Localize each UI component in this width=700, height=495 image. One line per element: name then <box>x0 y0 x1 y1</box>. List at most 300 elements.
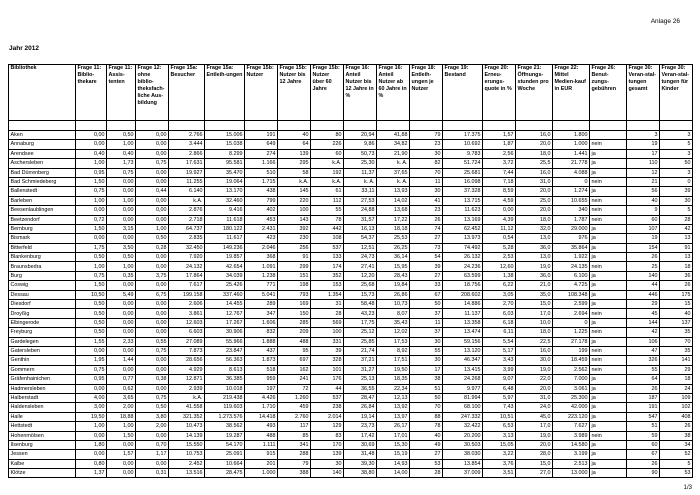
table-cell: 198 <box>278 281 311 290</box>
table-cell: 54 <box>410 253 443 262</box>
table-cell: 4.088 <box>553 168 590 177</box>
table-cell: 17.267 <box>205 318 245 327</box>
table-cell: 140 <box>627 271 660 280</box>
table-cell: 197 <box>245 384 278 393</box>
empty-cell <box>443 121 483 131</box>
table-cell: 15,0 <box>516 459 553 468</box>
table-cell: 53 <box>660 469 693 478</box>
table-cell: 438 <box>245 187 278 196</box>
table-cell: 19,14 <box>344 412 377 421</box>
table-cell: 27 <box>410 450 443 459</box>
table-cell: k.A. <box>311 159 344 168</box>
table-cell: 30 <box>410 187 443 196</box>
table-cell: 23,73 <box>344 422 377 431</box>
table-cell: 2.452 <box>169 459 205 468</box>
table-cell: 13.516 <box>169 469 205 478</box>
table-cell: 4,59 <box>483 196 516 205</box>
table-cell: 56 <box>627 187 660 196</box>
table-cell: 25.681 <box>443 168 483 177</box>
table-row <box>9 168 693 177</box>
table-cell: 40 <box>278 131 311 140</box>
table-cell: nein <box>590 356 627 365</box>
table-cell: 26 <box>660 422 693 431</box>
table-cell: 14,00 <box>377 469 410 478</box>
table-cell: 20,0 <box>516 140 553 149</box>
table-cell: 12,20 <box>344 271 377 280</box>
table-cell: 106 <box>627 337 660 346</box>
table-cell: 2.835 <box>169 234 205 243</box>
table-cell: 1.715 <box>245 177 278 186</box>
table-row <box>9 365 693 374</box>
table-cell: ja <box>590 459 627 468</box>
table-cell: 2.431 <box>245 224 278 233</box>
library-name-cell: Bernburg <box>9 224 76 233</box>
table-cell: 0,00 <box>76 431 107 440</box>
table-cell: 20,0 <box>516 206 553 215</box>
table-cell: 0 <box>553 177 590 186</box>
table-cell: 51.724 <box>443 159 483 168</box>
table-cell: 223.120 <box>553 412 590 421</box>
table-cell: 17,01 <box>377 431 410 440</box>
table-cell: nein <box>590 177 627 186</box>
table-cell: 174 <box>311 262 344 271</box>
table-cell: 20,0 <box>516 384 553 393</box>
table-cell: 16,0 <box>516 168 553 177</box>
table-cell: 145 <box>278 187 311 196</box>
column-header: Frage 18: Entleih-ungen je Nutzer <box>410 65 443 121</box>
table-row <box>9 206 693 215</box>
table-cell: 30 <box>660 196 693 205</box>
table-cell: 28,0 <box>516 450 553 459</box>
table-cell: 31,57 <box>344 215 377 224</box>
table-cell: 26 <box>627 253 660 262</box>
library-name-cell: Halberstadt <box>9 393 76 402</box>
table-cell: 0,75 <box>76 187 107 196</box>
table-cell: 0,95 <box>76 375 107 384</box>
table-cell: 13,97 <box>377 412 410 421</box>
table-cell: 2.694 <box>553 309 590 318</box>
table-cell: 3 <box>627 131 660 140</box>
table-cell: 6,53 <box>483 422 516 431</box>
table-cell: 28.475 <box>205 469 245 478</box>
library-name-cell: Halle <box>9 412 76 421</box>
table-cell: 402 <box>245 206 278 215</box>
table-cell: 54.170 <box>205 440 245 449</box>
table-cell: nein <box>590 431 627 440</box>
table-cell: 3,22 <box>483 450 516 459</box>
table-cell: 40 <box>627 196 660 205</box>
table-cell: 38 <box>410 375 443 384</box>
table-cell: k. A. <box>344 177 377 186</box>
table-cell: 2.939 <box>169 384 205 393</box>
table-cell: 0,75 <box>76 365 107 374</box>
table-cell: 64.737 <box>169 224 205 233</box>
table-cell: 25,0 <box>516 196 553 205</box>
table-cell: 37 <box>410 309 443 318</box>
table-cell: 137 <box>660 318 693 327</box>
table-row <box>9 131 693 140</box>
table-cell: 12,60 <box>483 262 516 271</box>
table-cell: 27,0 <box>516 469 553 478</box>
table-cell: ja <box>590 450 627 459</box>
library-name-cell: Diesdorf <box>9 300 76 309</box>
table-cell: 82 <box>410 159 443 168</box>
table-cell: 117 <box>278 422 311 431</box>
table-cell: 91 <box>278 253 311 262</box>
table-cell: 21,90 <box>377 149 410 158</box>
table-cell: 19.287 <box>205 431 245 440</box>
table-cell: 4,00 <box>76 393 107 402</box>
table-cell: 1,00 <box>76 422 107 431</box>
table-cell: 3,00 <box>76 403 107 412</box>
table-cell: 10.473 <box>169 422 205 431</box>
table-cell: 27,41 <box>344 262 377 271</box>
table-cell: 63.599 <box>443 271 483 280</box>
table-cell: ja <box>590 243 627 252</box>
table-cell: 28 <box>311 309 344 318</box>
table-cell: ja <box>590 412 627 421</box>
table-cell: 26.132 <box>443 253 483 262</box>
table-cell: 169 <box>278 300 311 309</box>
table-cell: 11.623 <box>443 206 483 215</box>
table-cell: 133 <box>311 253 344 262</box>
table-cell: 74.492 <box>443 243 483 252</box>
empty-cell <box>205 121 245 131</box>
table-cell: 29 <box>660 365 693 374</box>
table-cell: 79 <box>278 459 311 468</box>
library-name-cell: Bitterfeld <box>9 243 76 252</box>
table-cell: 49 <box>410 440 443 449</box>
table-cell: 23 <box>410 140 443 149</box>
table-cell: 0,75 <box>76 271 107 280</box>
table-cell: 19 <box>627 234 660 243</box>
table-cell: 7.000 <box>553 375 590 384</box>
table-cell: 39 <box>410 262 443 271</box>
table-cell: 1.225 <box>553 328 590 337</box>
table-cell: 10.664 <box>205 459 245 468</box>
table-cell: 30 <box>410 149 443 158</box>
table-cell: 18,18 <box>377 224 410 233</box>
table-cell: 0,77 <box>107 375 136 384</box>
table-cell: 0,00 <box>107 177 136 186</box>
table-cell: 3.444 <box>169 140 205 149</box>
table-cell: ja <box>590 290 627 299</box>
table-cell: 17 <box>627 149 660 158</box>
table-cell: 22,34 <box>377 384 410 393</box>
table-cell: 30 <box>410 337 443 346</box>
table-cell: 27,53 <box>344 196 377 205</box>
table-cell: 30.906 <box>205 328 245 337</box>
table-cell: 0,31 <box>136 469 169 478</box>
table-cell: 3,51 <box>483 469 516 478</box>
column-header: Frage 15a: Besucher <box>169 65 205 121</box>
column-header: Frage 11: Biblio-thekare <box>76 65 107 121</box>
table-cell: 0,75 <box>136 346 169 355</box>
table-cell: 38.030 <box>443 450 483 459</box>
table-cell: 488 <box>245 431 278 440</box>
table-cell: 41 <box>410 196 443 205</box>
table-cell: 7.617 <box>169 281 205 290</box>
table-row <box>9 187 693 196</box>
library-name-cell: Braunsbedra <box>9 262 76 271</box>
table-cell: 38,80 <box>344 469 377 478</box>
table-cell: 331 <box>311 337 344 346</box>
table-cell: ja <box>590 393 627 402</box>
table-cell: 37.328 <box>443 187 483 196</box>
table-cell: 0,00 <box>136 196 169 205</box>
table-cell: 0,75 <box>136 159 169 168</box>
table-row <box>9 177 693 186</box>
empty-cell <box>278 121 311 131</box>
table-cell: 0,40 <box>76 149 107 158</box>
table-cell: 64 <box>278 140 311 149</box>
table-row <box>9 253 693 262</box>
table-cell: 14.886 <box>443 300 483 309</box>
table-cell: 28,47 <box>344 393 377 402</box>
table-cell: 59 <box>627 431 660 440</box>
table-cell: 72 <box>278 384 311 393</box>
table-cell: 24.132 <box>169 262 205 271</box>
library-name-cell: Gatersleben <box>9 346 76 355</box>
table-cell: 10,50 <box>76 290 107 299</box>
empty-cell <box>660 121 693 131</box>
table-cell: 7,44 <box>483 168 516 177</box>
table-cell: 79 <box>410 131 443 140</box>
table-cell: 8,59 <box>483 187 516 196</box>
table-cell: 7.873 <box>169 346 205 355</box>
table-cell: 70 <box>410 403 443 412</box>
column-header: Frage 15a: Entleih-ungen <box>205 65 245 121</box>
table-cell: 60 <box>311 149 344 158</box>
table-cell: 13.715 <box>443 196 483 205</box>
table-cell: 4.929 <box>169 365 205 374</box>
table-cell: 170 <box>311 440 344 449</box>
table-cell: 537 <box>311 393 344 402</box>
table-cell: 22,0 <box>516 375 553 384</box>
table-cell: 1,50 <box>76 281 107 290</box>
table-cell: 7.627 <box>553 422 590 431</box>
table-cell: 36,0 <box>516 243 553 252</box>
table-cell: 488 <box>278 337 311 346</box>
table-cell: 3,76 <box>483 459 516 468</box>
table-cell: 52 <box>660 450 693 459</box>
table-cell: 20,94 <box>344 131 377 140</box>
table-cell: 0,00 <box>107 469 136 478</box>
library-name-cell: Bismark <box>9 234 76 243</box>
table-cell: 6,03 <box>483 309 516 318</box>
table-cell: ja <box>590 300 627 309</box>
table-cell: 31,0 <box>516 177 553 186</box>
table-cell: 59.156 <box>443 337 483 346</box>
table-cell: 392 <box>278 224 311 233</box>
empty-cell <box>344 121 377 131</box>
table-cell: 0,00 <box>107 440 136 449</box>
table-row <box>9 393 693 402</box>
table-cell: 1,37 <box>76 469 107 478</box>
table-cell: 10.692 <box>443 140 483 149</box>
table-cell: 13,92 <box>377 403 410 412</box>
table-row <box>9 159 693 168</box>
table-cell: 0,00 <box>136 365 169 374</box>
table-cell: 0,50 <box>107 253 136 262</box>
table-cell: 149.236 <box>205 243 245 252</box>
table-cell: 38 <box>660 431 693 440</box>
table-cell: 4.426 <box>245 393 278 402</box>
table-cell: 39,30 <box>344 459 377 468</box>
table-cell: 25,30 <box>344 159 377 168</box>
table-cell: 2,00 <box>107 403 136 412</box>
table-cell: 46.347 <box>443 356 483 365</box>
table-cell: 27 <box>410 234 443 243</box>
table-cell: 26 <box>627 459 660 468</box>
table-cell: 1.354 <box>311 290 344 299</box>
table-cell: nein <box>590 328 627 337</box>
table-cell: 1.000 <box>245 469 278 478</box>
table-row <box>9 469 693 478</box>
table-cell: 60 <box>627 215 660 224</box>
table-cell: 0,00 <box>136 206 169 215</box>
library-name-cell: Elbingerode <box>9 318 76 327</box>
table-cell: 17 <box>410 365 443 374</box>
table-cell: 3 <box>660 149 693 158</box>
table-cell: 5,17 <box>483 346 516 355</box>
table-cell: 408 <box>660 412 693 421</box>
table-cell: 2.562 <box>553 365 590 374</box>
table-row <box>9 309 693 318</box>
table-cell: 0,00 <box>76 346 107 355</box>
table-cell: 0,00 <box>136 459 169 468</box>
library-name-cell: Ilsenburg <box>9 440 76 449</box>
table-cell: 0,54 <box>483 234 516 243</box>
empty-cell <box>627 121 660 131</box>
table-cell: 1,00 <box>107 140 136 149</box>
table-cell: 0,00 <box>136 177 169 186</box>
table-cell: ja <box>590 168 627 177</box>
table-cell: 0,00 <box>107 459 136 468</box>
table-cell: 0,00 <box>136 431 169 440</box>
table-cell: 18,0 <box>516 149 553 158</box>
table-cell: 112 <box>311 196 344 205</box>
table-cell: 180.122 <box>205 224 245 233</box>
empty-cell <box>311 121 344 131</box>
table-cell: 3,80 <box>136 412 169 421</box>
table-cell: 11,12 <box>483 224 516 233</box>
library-name-cell: Genthin <box>9 356 76 365</box>
table-cell: 40 <box>410 431 443 440</box>
table-cell: 151 <box>278 271 311 280</box>
table-cell: 60 <box>627 440 660 449</box>
library-name-cell: Hohenmölsen <box>9 431 76 440</box>
table-cell: 10,0 <box>516 318 553 327</box>
table-cell: 0,00 <box>107 309 136 318</box>
table-cell: 5,28 <box>483 243 516 252</box>
table-cell: 2,70 <box>483 300 516 309</box>
table-cell: 85 <box>278 431 311 440</box>
table-cell: 230 <box>278 234 311 243</box>
table-cell: 70 <box>660 337 693 346</box>
table-cell: 1,44 <box>107 356 136 365</box>
table-cell: 22,5 <box>516 337 553 346</box>
table-cell: 493 <box>245 422 278 431</box>
table-cell: 2,33 <box>107 337 136 346</box>
table-cell: 0,00 <box>76 450 107 459</box>
table-cell: 226 <box>311 140 344 149</box>
table-cell: 1,00 <box>107 422 136 431</box>
table-cell: 2.876 <box>169 206 205 215</box>
table-cell: 58,48 <box>344 300 377 309</box>
table-cell: 67 <box>410 290 443 299</box>
table-cell: 17,53 <box>377 337 410 346</box>
table-cell: 1.273.576 <box>205 412 245 421</box>
table-cell: 30.503 <box>443 440 483 449</box>
table-cell: 36 <box>660 271 693 280</box>
table-cell: 2,53 <box>483 253 516 262</box>
table-cell: 976 <box>553 234 590 243</box>
table-cell: 0,62 <box>107 384 136 393</box>
table-cell: 12.871 <box>169 375 205 384</box>
table-cell: 0,40 <box>107 149 136 158</box>
table-cell: 42.654 <box>205 262 245 271</box>
table-cell: 24,88 <box>344 206 377 215</box>
table-cell: 241 <box>278 375 311 384</box>
table-cell: 154 <box>627 243 660 252</box>
table-body <box>9 121 693 478</box>
table-cell: 274 <box>245 149 278 158</box>
empty-cell <box>76 121 107 131</box>
table-cell: 140 <box>311 469 344 478</box>
table-cell: 37,65 <box>377 168 410 177</box>
table-cell: 26,17 <box>377 422 410 431</box>
table-cell: 41,88 <box>377 131 410 140</box>
table-cell: 16,0 <box>516 346 553 355</box>
table-cell: 0 <box>553 318 590 327</box>
table-cell: 25.091 <box>205 450 245 459</box>
table-cell: 64 <box>627 375 660 384</box>
table-cell: 139 <box>311 450 344 459</box>
table-cell: 78 <box>410 422 443 431</box>
table-row <box>9 215 693 224</box>
table-cell: 12.767 <box>205 309 245 318</box>
table-cell: ja <box>590 149 627 158</box>
library-name-cell: Haldensleben <box>9 403 76 412</box>
table-cell: 13 <box>660 234 693 243</box>
table-cell: 44 <box>627 281 660 290</box>
library-name-cell: Barleben <box>9 196 76 205</box>
column-header: Frage 20: Erneu-erungs-quote in % <box>483 65 516 121</box>
table-cell: 0,95 <box>76 168 107 177</box>
table-cell: 32.422 <box>443 422 483 431</box>
table-cell: 24.135 <box>553 262 590 271</box>
year-label: Jahr 2012 <box>9 45 39 52</box>
table-cell: 9.783 <box>443 149 483 158</box>
table-cell: 12 <box>627 168 660 177</box>
table-cell: 0,00 <box>76 206 107 215</box>
table-cell: 102 <box>660 403 693 412</box>
table-cell: ja <box>590 337 627 346</box>
table-cell: 144 <box>627 318 660 327</box>
table-cell: 15.038 <box>205 140 245 149</box>
table-cell: 289 <box>245 300 278 309</box>
table-cell: 1.441 <box>553 149 590 158</box>
library-name-cell: Hadmersleben <box>9 384 76 393</box>
table-cell: 11.618 <box>205 215 245 224</box>
table-cell: 25,53 <box>377 234 410 243</box>
table-cell: 11.617 <box>205 234 245 243</box>
column-header: Frage 21: Öffnungs-stunden pro Woche <box>516 65 553 121</box>
table-cell: 3,72 <box>483 159 516 168</box>
table-cell: 88 <box>410 412 443 421</box>
table-cell: 0,00 <box>107 300 136 309</box>
